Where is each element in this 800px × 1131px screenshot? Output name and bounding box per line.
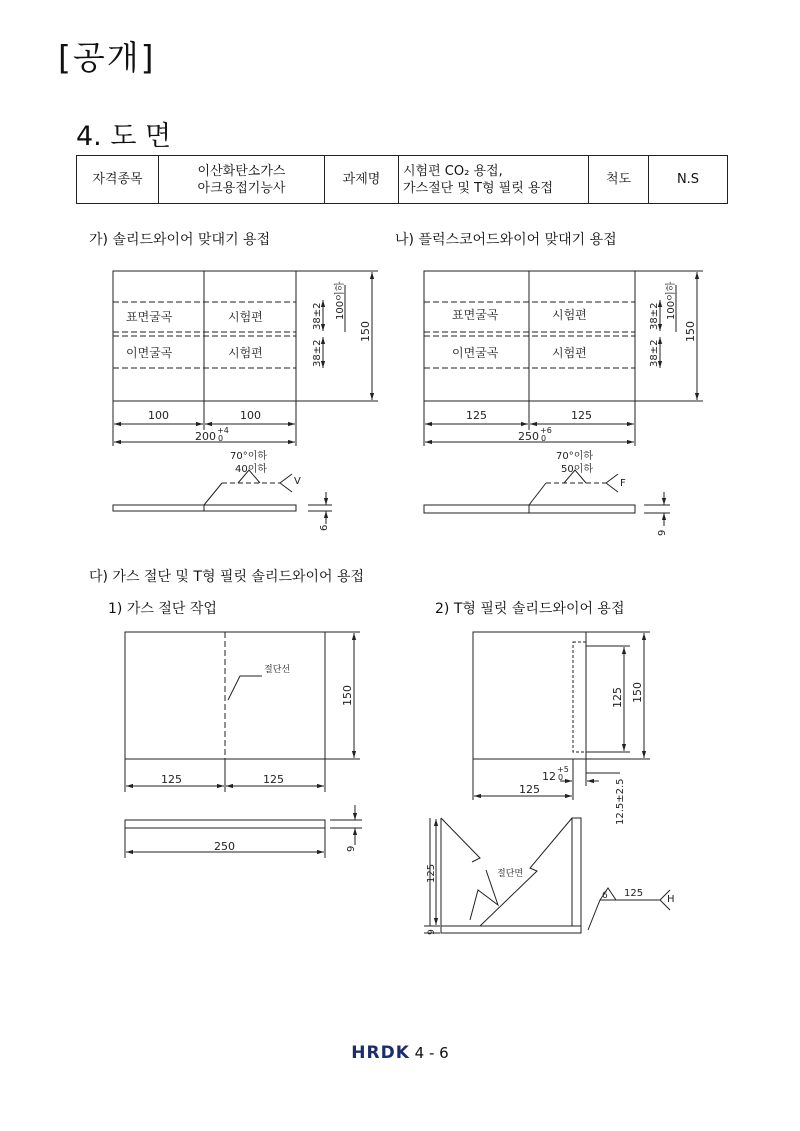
c1-dim-4: 250	[214, 840, 235, 853]
public-label: [공개]	[58, 38, 156, 77]
a-dim-tol-up: +4	[217, 426, 229, 435]
c2-dim-6: 125	[426, 863, 437, 883]
c2-dim-tol-low: 0	[558, 773, 564, 782]
c2-label-1: 절단면	[497, 869, 524, 879]
b-dim-tol-up: +6	[540, 426, 552, 435]
b-dim-8: 9	[657, 529, 668, 536]
b-dim-5: 100이하	[666, 281, 677, 320]
task-value-line1: 시험편 CO₂ 용접,	[403, 163, 503, 179]
c2-dim-9: 6	[602, 891, 608, 901]
b-dim-tol-low: 0	[541, 434, 547, 443]
c2-dim-1: 125	[519, 783, 540, 796]
b-dim-4: 150	[684, 321, 697, 342]
scale-value: N.S	[649, 156, 728, 204]
a-label-4: 시험편	[228, 346, 263, 360]
task-label: 과제명	[325, 156, 399, 204]
hrdk-logo: HRDK	[351, 1043, 410, 1063]
b-dim-3: 250	[518, 430, 539, 443]
c2-dim-5: 12.5±2.5	[615, 778, 626, 825]
a-weld-2: 40이하	[235, 464, 268, 475]
b-dim-1: 125	[466, 409, 487, 422]
fillet-weld-bead	[573, 642, 586, 752]
plate-c2-outline	[473, 632, 586, 759]
drawing-c-title: 다) 가스 절단 및 T형 필릿 솔리드와이어 용접	[89, 569, 365, 585]
c2-dim-tol-up: +5	[557, 765, 569, 774]
c2-weld-symbol: H	[667, 894, 675, 905]
c2-dim-2: 150	[631, 682, 644, 703]
b-weld-1: 70°이하	[556, 451, 594, 462]
b-dim-2: 125	[571, 409, 592, 422]
drawing-c2-labels	[426, 682, 675, 935]
b-weld-3: F	[620, 478, 626, 489]
a-weld-3: V	[294, 476, 301, 487]
drawing-c1	[125, 632, 362, 858]
c2-dim-4: 125	[611, 687, 624, 708]
b-label-2: 시험편	[552, 308, 587, 322]
a-dim-1: 100	[148, 409, 169, 422]
page-number: 4 - 6	[414, 1044, 449, 1062]
c2-dim-3: 12	[542, 770, 556, 783]
c1-dim-3: 150	[341, 685, 354, 706]
b-label-1: 표면굴곡	[452, 308, 499, 322]
b-weld-2: 50이하	[561, 464, 594, 475]
c2-dim-7: 9	[427, 929, 437, 935]
cut-line-leader	[228, 676, 262, 700]
section-title: 4. 도 면	[76, 121, 172, 152]
page-footer	[0, 1043, 800, 1063]
a-weld-1: 70°이하	[230, 451, 268, 462]
task-value-line2: 가스절단 및 T형 필릿 용접	[403, 180, 554, 196]
c1-dim-5: 9	[346, 845, 357, 852]
a-dim-6: 38±2	[312, 302, 323, 330]
b-label-4: 시험편	[552, 346, 587, 360]
scale-label: 척도	[589, 156, 649, 204]
a-dim-3: 200	[195, 430, 216, 443]
drawing-b-title: 나) 플럭스코어드와이어 맞대기 용접	[395, 232, 617, 248]
a-dim-8: 6	[319, 524, 330, 531]
drawing-a-labels	[126, 281, 372, 531]
qual-label: 자격종목	[77, 156, 159, 204]
c1-label-1: 절단선	[264, 665, 291, 675]
qual-value-line1: 이산화탄소가스	[197, 163, 286, 179]
a-dim-4: 150	[359, 321, 372, 342]
drawing-a-title: 가) 솔리드와이어 맞대기 용접	[89, 232, 271, 248]
b-dim-7: 38±2	[649, 339, 660, 367]
qual-value-line2: 아크용접기능사	[197, 180, 286, 196]
b-dim-6: 38±2	[649, 302, 660, 330]
a-label-1: 표면굴곡	[126, 310, 173, 324]
drawing-c1-title: 1) 가스 절단 작업	[108, 601, 217, 617]
drawing-c2-title: 2) T형 필릿 솔리드와이어 용접	[435, 601, 625, 617]
a-dim-tol-low: 0	[218, 434, 224, 443]
b-label-3: 이면굴곡	[452, 346, 499, 360]
a-dim-5: 100이하	[335, 281, 346, 320]
a-label-3: 이면굴곡	[126, 346, 173, 360]
drawing-c1-labels	[161, 663, 357, 853]
c1-dim-1: 125	[161, 773, 182, 786]
a-dim-7: 38±2	[312, 339, 323, 367]
a-label-2: 시험편	[228, 310, 263, 324]
c2-dim-8: 125	[624, 888, 644, 899]
a-dim-2: 100	[240, 409, 261, 422]
c1-dim-2: 125	[263, 773, 284, 786]
